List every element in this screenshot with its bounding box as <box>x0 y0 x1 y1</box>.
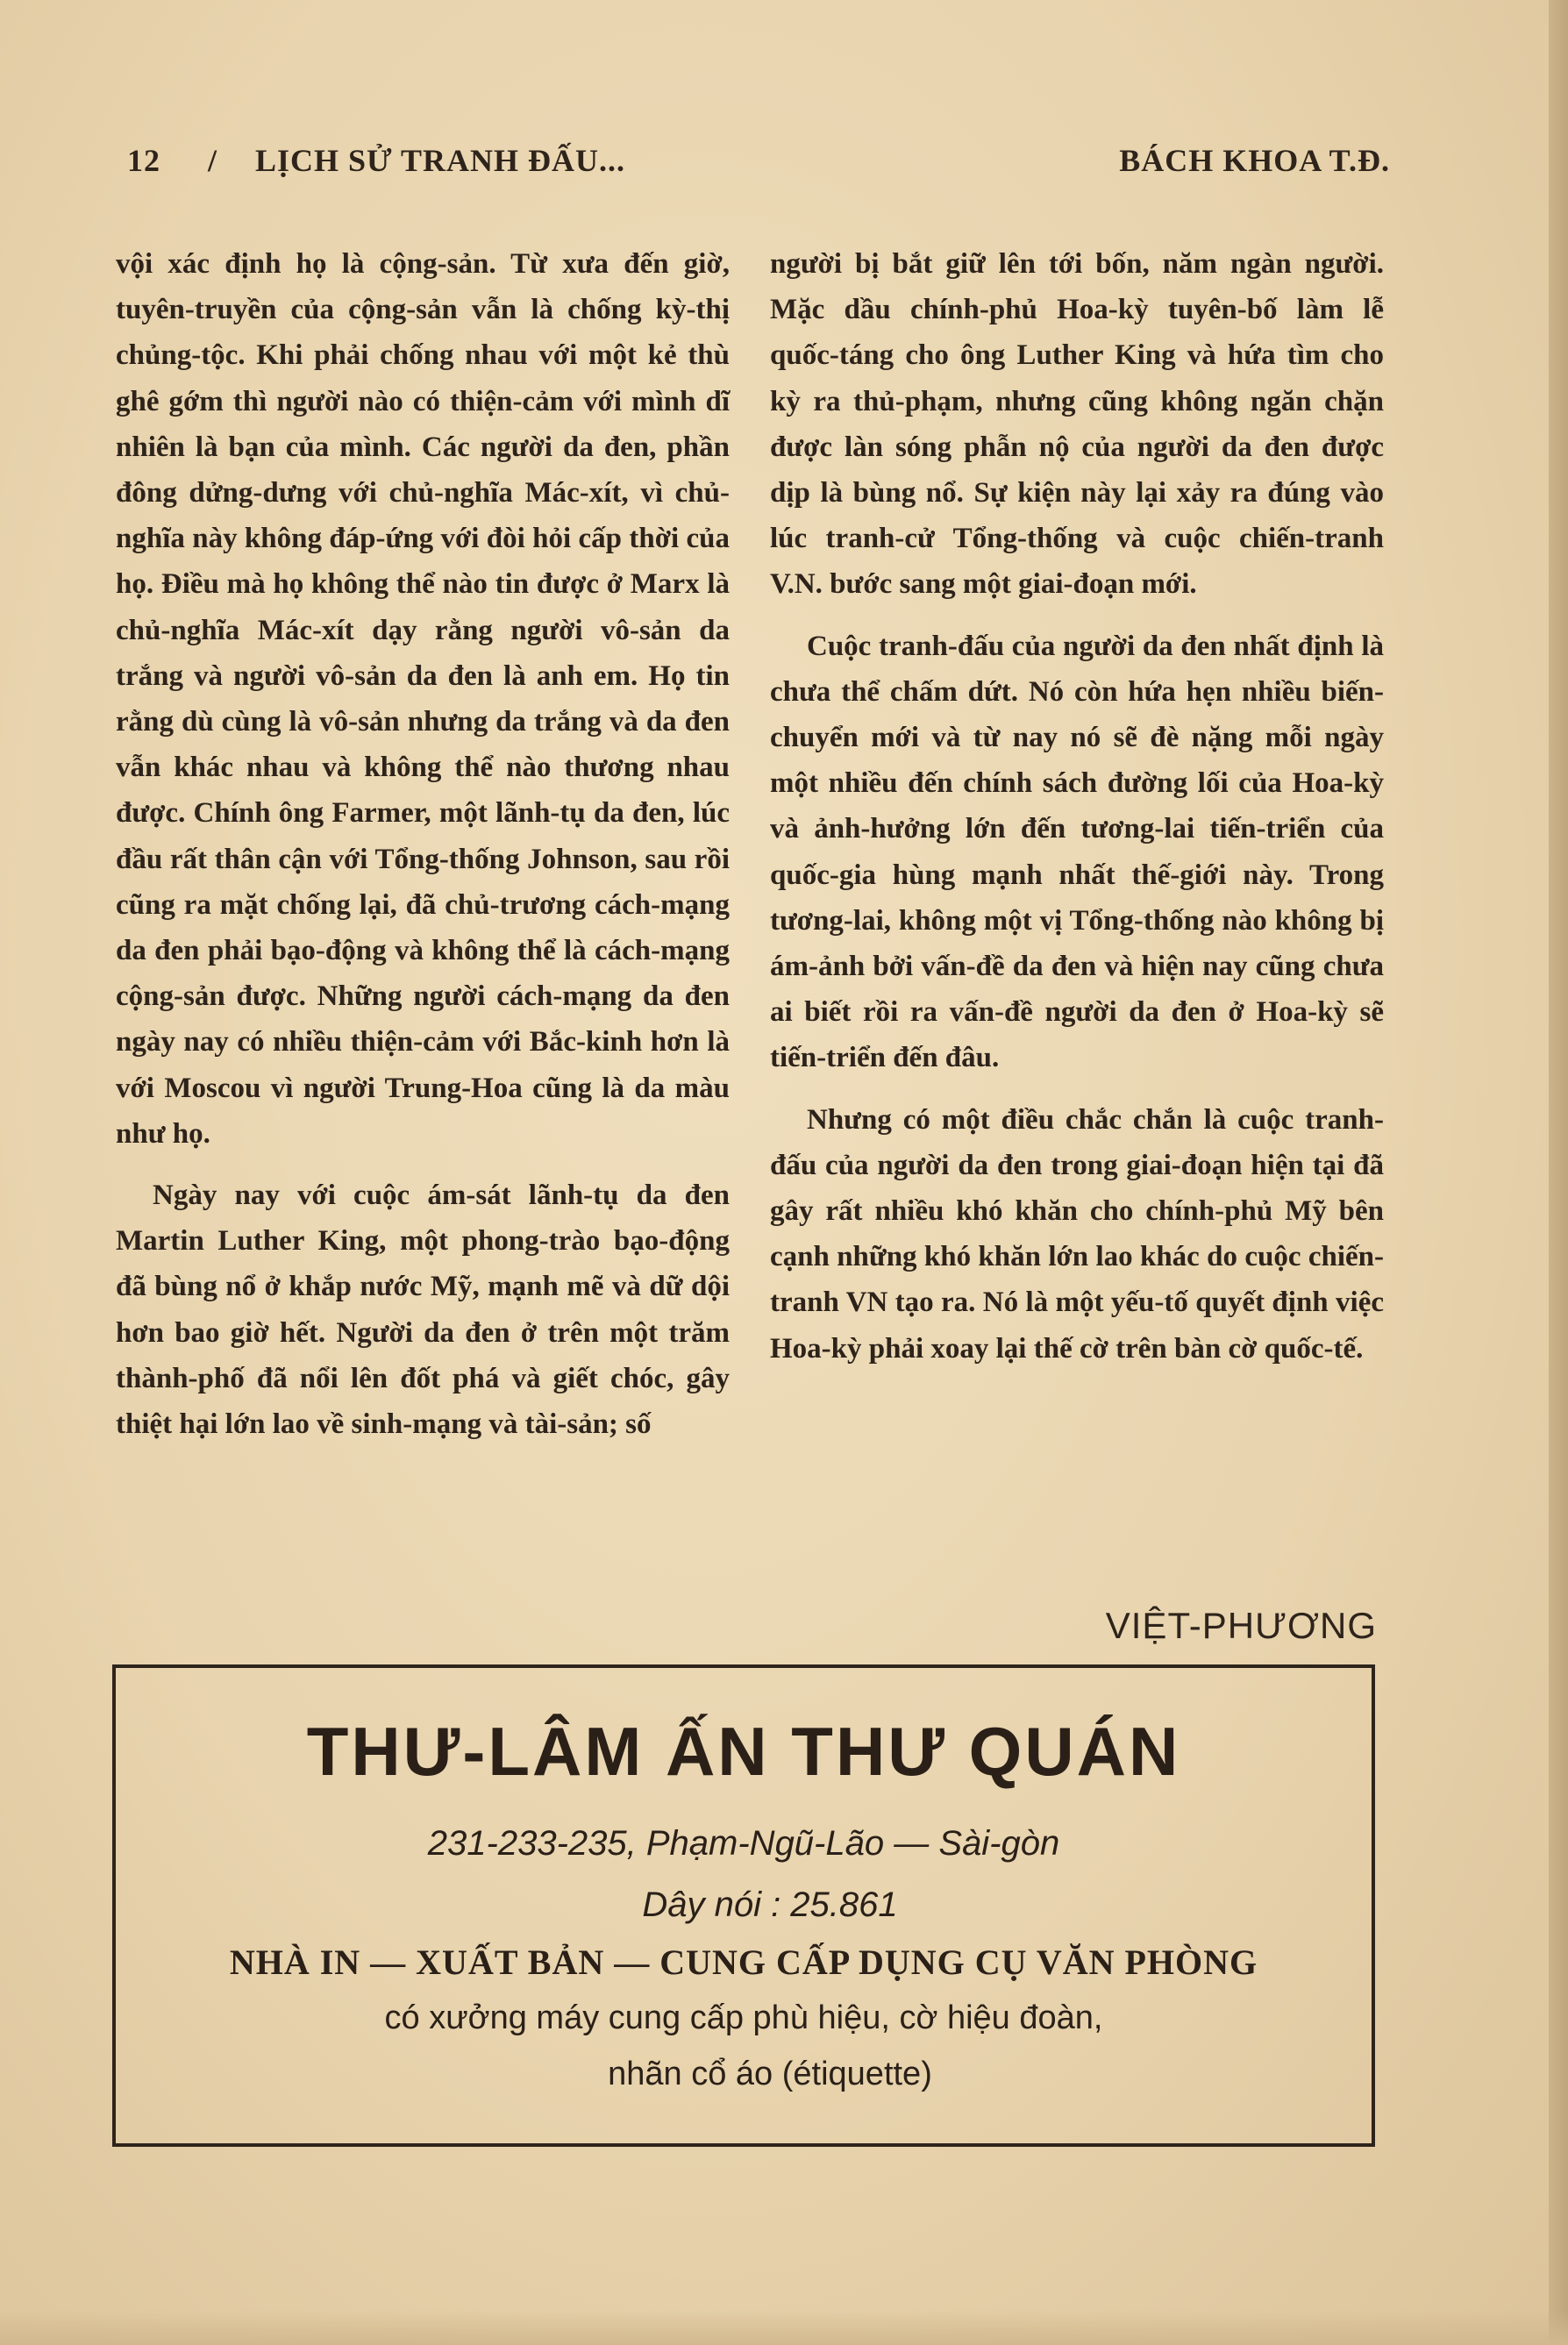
paragraph: Nhưng có một điều chắc chắn là cuộc tranh-đấu của người da đen trong giai-đoạn hiện tại đã gây rất nhiều khó khăn cho chính-phủ Mỹ bên cạnh những khó khăn lớn lao khác do cuộc chiến-tranh VN tạo ra. Nó là một yếu-tố quyết định việc Hoa-kỳ phải xoay lại thế cờ trên bàn cờ quốc-tế. <box>770 1103 1384 1365</box>
ad-phone: Dây nói : 25.861 <box>642 1885 898 1924</box>
header-separator: / <box>208 143 218 178</box>
paragraph: Cuộc tranh-đấu của người da đen nhất định là chưa thể chấm dứt. Nó còn hứa hẹn nhiều biến-chuyển mới và từ nay nó sẽ đè nặng mỗi ngày một nhiều đến chính sách đường lối của Hoa-kỳ và ảnh-hưởng lớn đến tương-lai tiến-triển của quốc-gia hùng mạnh nhất thế-giới này. Trong tương-lai, không một vị Tổng-thống nào không bị ám-ảnh bởi vấn-đề da đen và hiện nay cũng chưa ai biết rồi ra vấn-đề người da đen ở Hoa-kỳ sẽ tiến-triển đến đâu. <box>770 630 1384 1074</box>
ad-offer-line: nhãn cổ áo (étiquette) <box>608 2056 932 2092</box>
article-left-column <box>116 241 730 1447</box>
page-bottom-shadow <box>0 2310 1568 2345</box>
article-right-column <box>770 241 1384 1372</box>
ad-address: 231-233-235, Phạm-Ngũ-Lão — Sài-gòn <box>427 1824 1060 1863</box>
running-header <box>127 142 1390 186</box>
header-title: LỊCH SỬ TRANH ĐẤU... <box>255 143 626 178</box>
page-number: 12 <box>127 143 160 178</box>
journal-name: BÁCH KHOA T.Đ. <box>1119 143 1390 178</box>
advertisement-box <box>112 1664 1375 2147</box>
author-signature: VIỆT-PHƯƠNG <box>1105 1605 1377 1646</box>
paragraph: Ngày nay với cuộc ám-sát lãnh-tụ da đen Martin Luther King, một phong-trào bạo-động đã bùng nổ ở khắp nước Mỹ, mạnh mẽ và dữ dội hơn bao giờ hết. Người da đen ở trên một trăm thành-phố đã nổi lên đốt phá và giết chóc, gây thiệt hại lớn lao về sinh-mạng và tài-sản; số <box>116 1180 730 1441</box>
page-edge <box>1549 0 1568 2345</box>
ad-offer-line: có xưởng máy cung cấp phù hiệu, cờ hiệu đoàn, <box>384 1999 1103 2036</box>
ad-services: NHÀ IN — XUẤT BẢN — CUNG CẤP DỤNG CỤ VĂN PHÒNG <box>229 1942 1258 1982</box>
ad-company-name: THƯ-LÂM ẤN THƯ QUÁN <box>306 1713 1181 1790</box>
paragraph: người bị bắt giữ lên tới bốn, năm ngàn người. Mặc dầu chính-phủ Hoa-kỳ tuyên-bố làm lễ quốc-táng cho ông Luther King và hứa tìm cho kỳ ra thủ-phạm, nhưng cũng không ngăn chặn được làn sóng phẫn nộ của người da đen được dịp là bùng nổ. Sự kiện này lại xảy ra đúng vào lúc tranh-cử Tổng-thống và cuộc chiến-tranh V.N. bước sang một giai-đoạn mới. <box>770 248 1384 601</box>
paragraph: vội xác định họ là cộng-sản. Từ xưa đến giờ, tuyên-truyền của cộng-sản vẫn là chống kỳ-thị chủng-tộc. Khi phải chống nhau với một kẻ thù ghê gớm thì người nào có thiện-cảm với mình dĩ nhiên là bạn của mình. Các người da đen, phần đông dửng-dưng với chủ-nghĩa Mác-xít, vì chủ-nghĩa này không đáp-ứng với đòi hỏi cấp thời của họ. Điều mà họ không thể nào tin được ở Marx là chủ-nghĩa Mác-xít dạy rằng người vô-sản da trắng và người vô-sản da đen là anh em. Họ tin rằng dù cùng là vô-sản nhưng da trắng và da đen vẫn khác nhau và không thể nào thương nhau được. Chính ông Farmer, một lãnh-tụ da đen, lúc đầu rất thân cận với Tổng-thống Johnson, sau rồi cũng ra mặt chống lại, đã chủ-trương cách-mạng da đen phải bạo-động và không thể là cách-mạng cộng-sản được. Những người cách-mạng da đen ngày nay có nhiều thiện-cảm với Bắc-kinh hơn là với Moscou vì người Trung-Hoa cũng là da màu như họ. <box>116 248 730 1150</box>
